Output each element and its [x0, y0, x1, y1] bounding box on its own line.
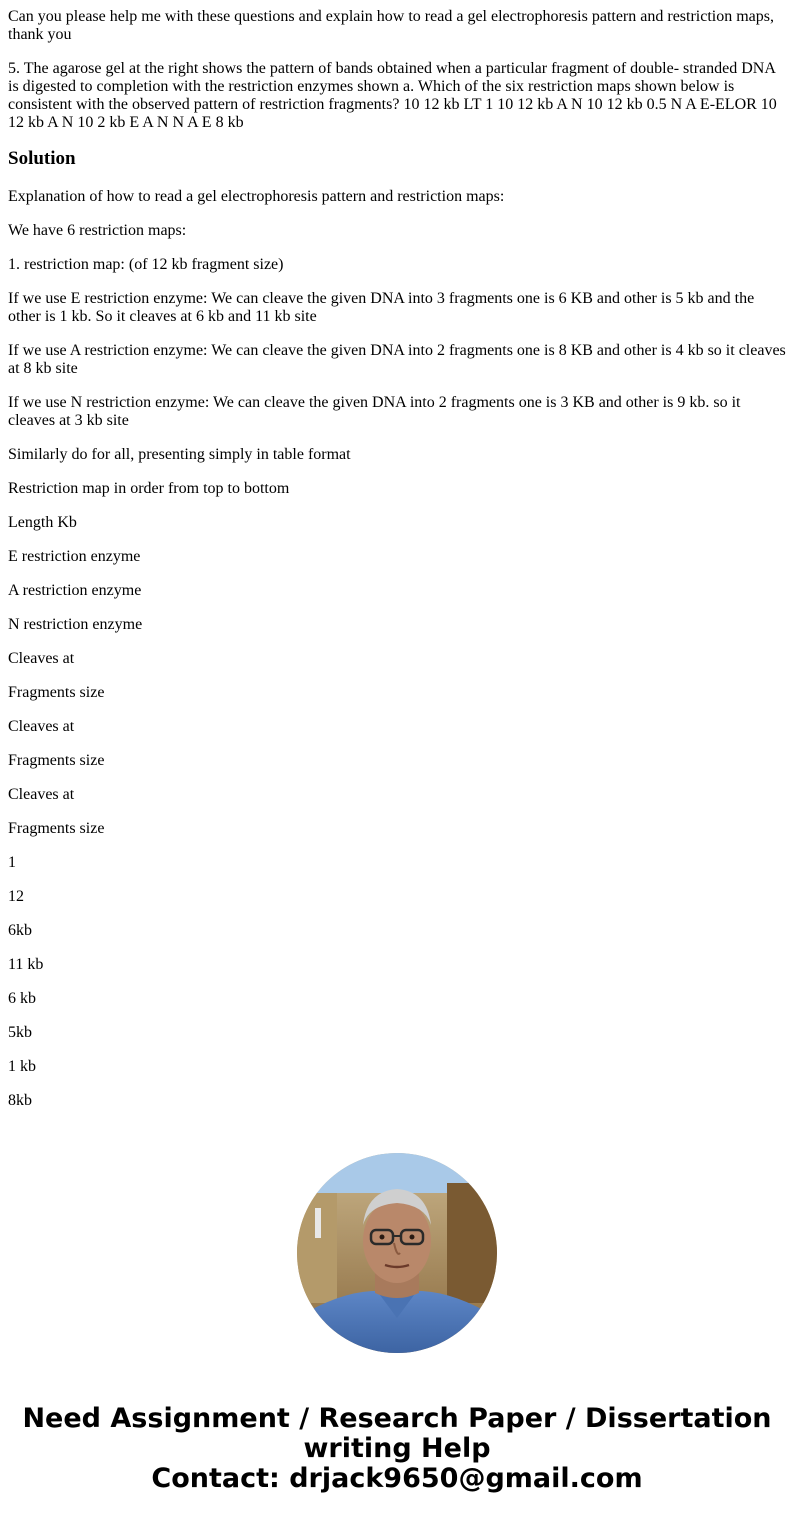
table-header-e-enzyme: E restriction enzyme	[8, 548, 141, 565]
document-content	[8, 8, 786, 1126]
table-cell: 5kb	[8, 1024, 32, 1041]
table-subheader-fragments-size: Fragments size	[8, 820, 105, 837]
solution-paragraph: 1. restriction map: (of 12 kb fragment size)	[8, 256, 284, 273]
solution-paragraph: If we use A restriction enzyme: We can cleave the given DNA into 2 fragments one is 8 KB and other is 4 kb so it cleaves at 8 kb site	[8, 342, 786, 377]
table-cell: 1	[8, 854, 16, 871]
table-header-n-enzyme: N restriction enzyme	[8, 616, 143, 633]
table-header-length: Length Kb	[8, 514, 77, 531]
table-header-a-enzyme: A restriction enzyme	[8, 582, 142, 599]
table-subheader-fragments-size: Fragments size	[8, 752, 105, 769]
solution-paragraph: If we use N restriction enzyme: We can cleave the given DNA into 2 fragments one is 3 KB and other is 9 kb. so it cleaves at 3 kb site	[8, 394, 741, 429]
question-problem: 5. The agarose gel at the right shows the pattern of bands obtained when a particular fragment of double- stranded DNA is digested to completion with the restriction enzymes shown a. Which of the six restriction maps shown below is consistent with the observed pattern of restriction fragments? 10 12 kb LT 1 10 12 kb A N 10 12 kb 0.5 N A E-ELOR 10 12 kb A N 10 2 kb E A N N A E 8 kb	[8, 60, 777, 131]
footer-banner	[0, 1404, 794, 1494]
table-cell: 6 kb	[8, 990, 36, 1007]
table-cell: 1 kb	[8, 1058, 36, 1075]
table-subheader-cleaves-at: Cleaves at	[8, 718, 75, 735]
solution-body	[8, 188, 786, 1110]
table-cell: 11 kb	[8, 956, 44, 973]
author-avatar	[297, 1153, 497, 1353]
solution-heading: Solution	[8, 148, 76, 169]
solution-paragraph: Similarly do for all, presenting simply in table format	[8, 446, 351, 463]
table-subheader-fragments-size: Fragments size	[8, 684, 105, 701]
table-subheader-cleaves-at: Cleaves at	[8, 650, 75, 667]
solution-paragraph: Restriction map in order from top to bottom	[8, 480, 290, 497]
table-cell: 6kb	[8, 922, 32, 939]
table-cell: 8kb	[8, 1092, 32, 1109]
table-cell: 12	[8, 888, 24, 905]
footer-contact: Contact: drjack9650@gmail.com	[151, 1463, 643, 1494]
footer-line-2: writing Help	[303, 1433, 491, 1464]
solution-paragraph: We have 6 restriction maps:	[8, 222, 187, 239]
question-intro: Can you please help me with these questions and explain how to read a gel electrophoresis pattern and restriction maps, thank you	[8, 8, 774, 43]
author-portrait-image	[297, 1153, 497, 1353]
solution-paragraph: If we use E restriction enzyme: We can cleave the given DNA into 3 fragments one is 6 KB and other is 5 kb and the other is 1 kb. So it cleaves at 6 kb and 11 kb site	[8, 290, 755, 325]
footer-line-1: Need Assignment / Research Paper / Dissertation	[22, 1403, 772, 1434]
table-subheader-cleaves-at: Cleaves at	[8, 786, 75, 803]
solution-paragraph: Explanation of how to read a gel electrophoresis pattern and restriction maps:	[8, 188, 505, 205]
